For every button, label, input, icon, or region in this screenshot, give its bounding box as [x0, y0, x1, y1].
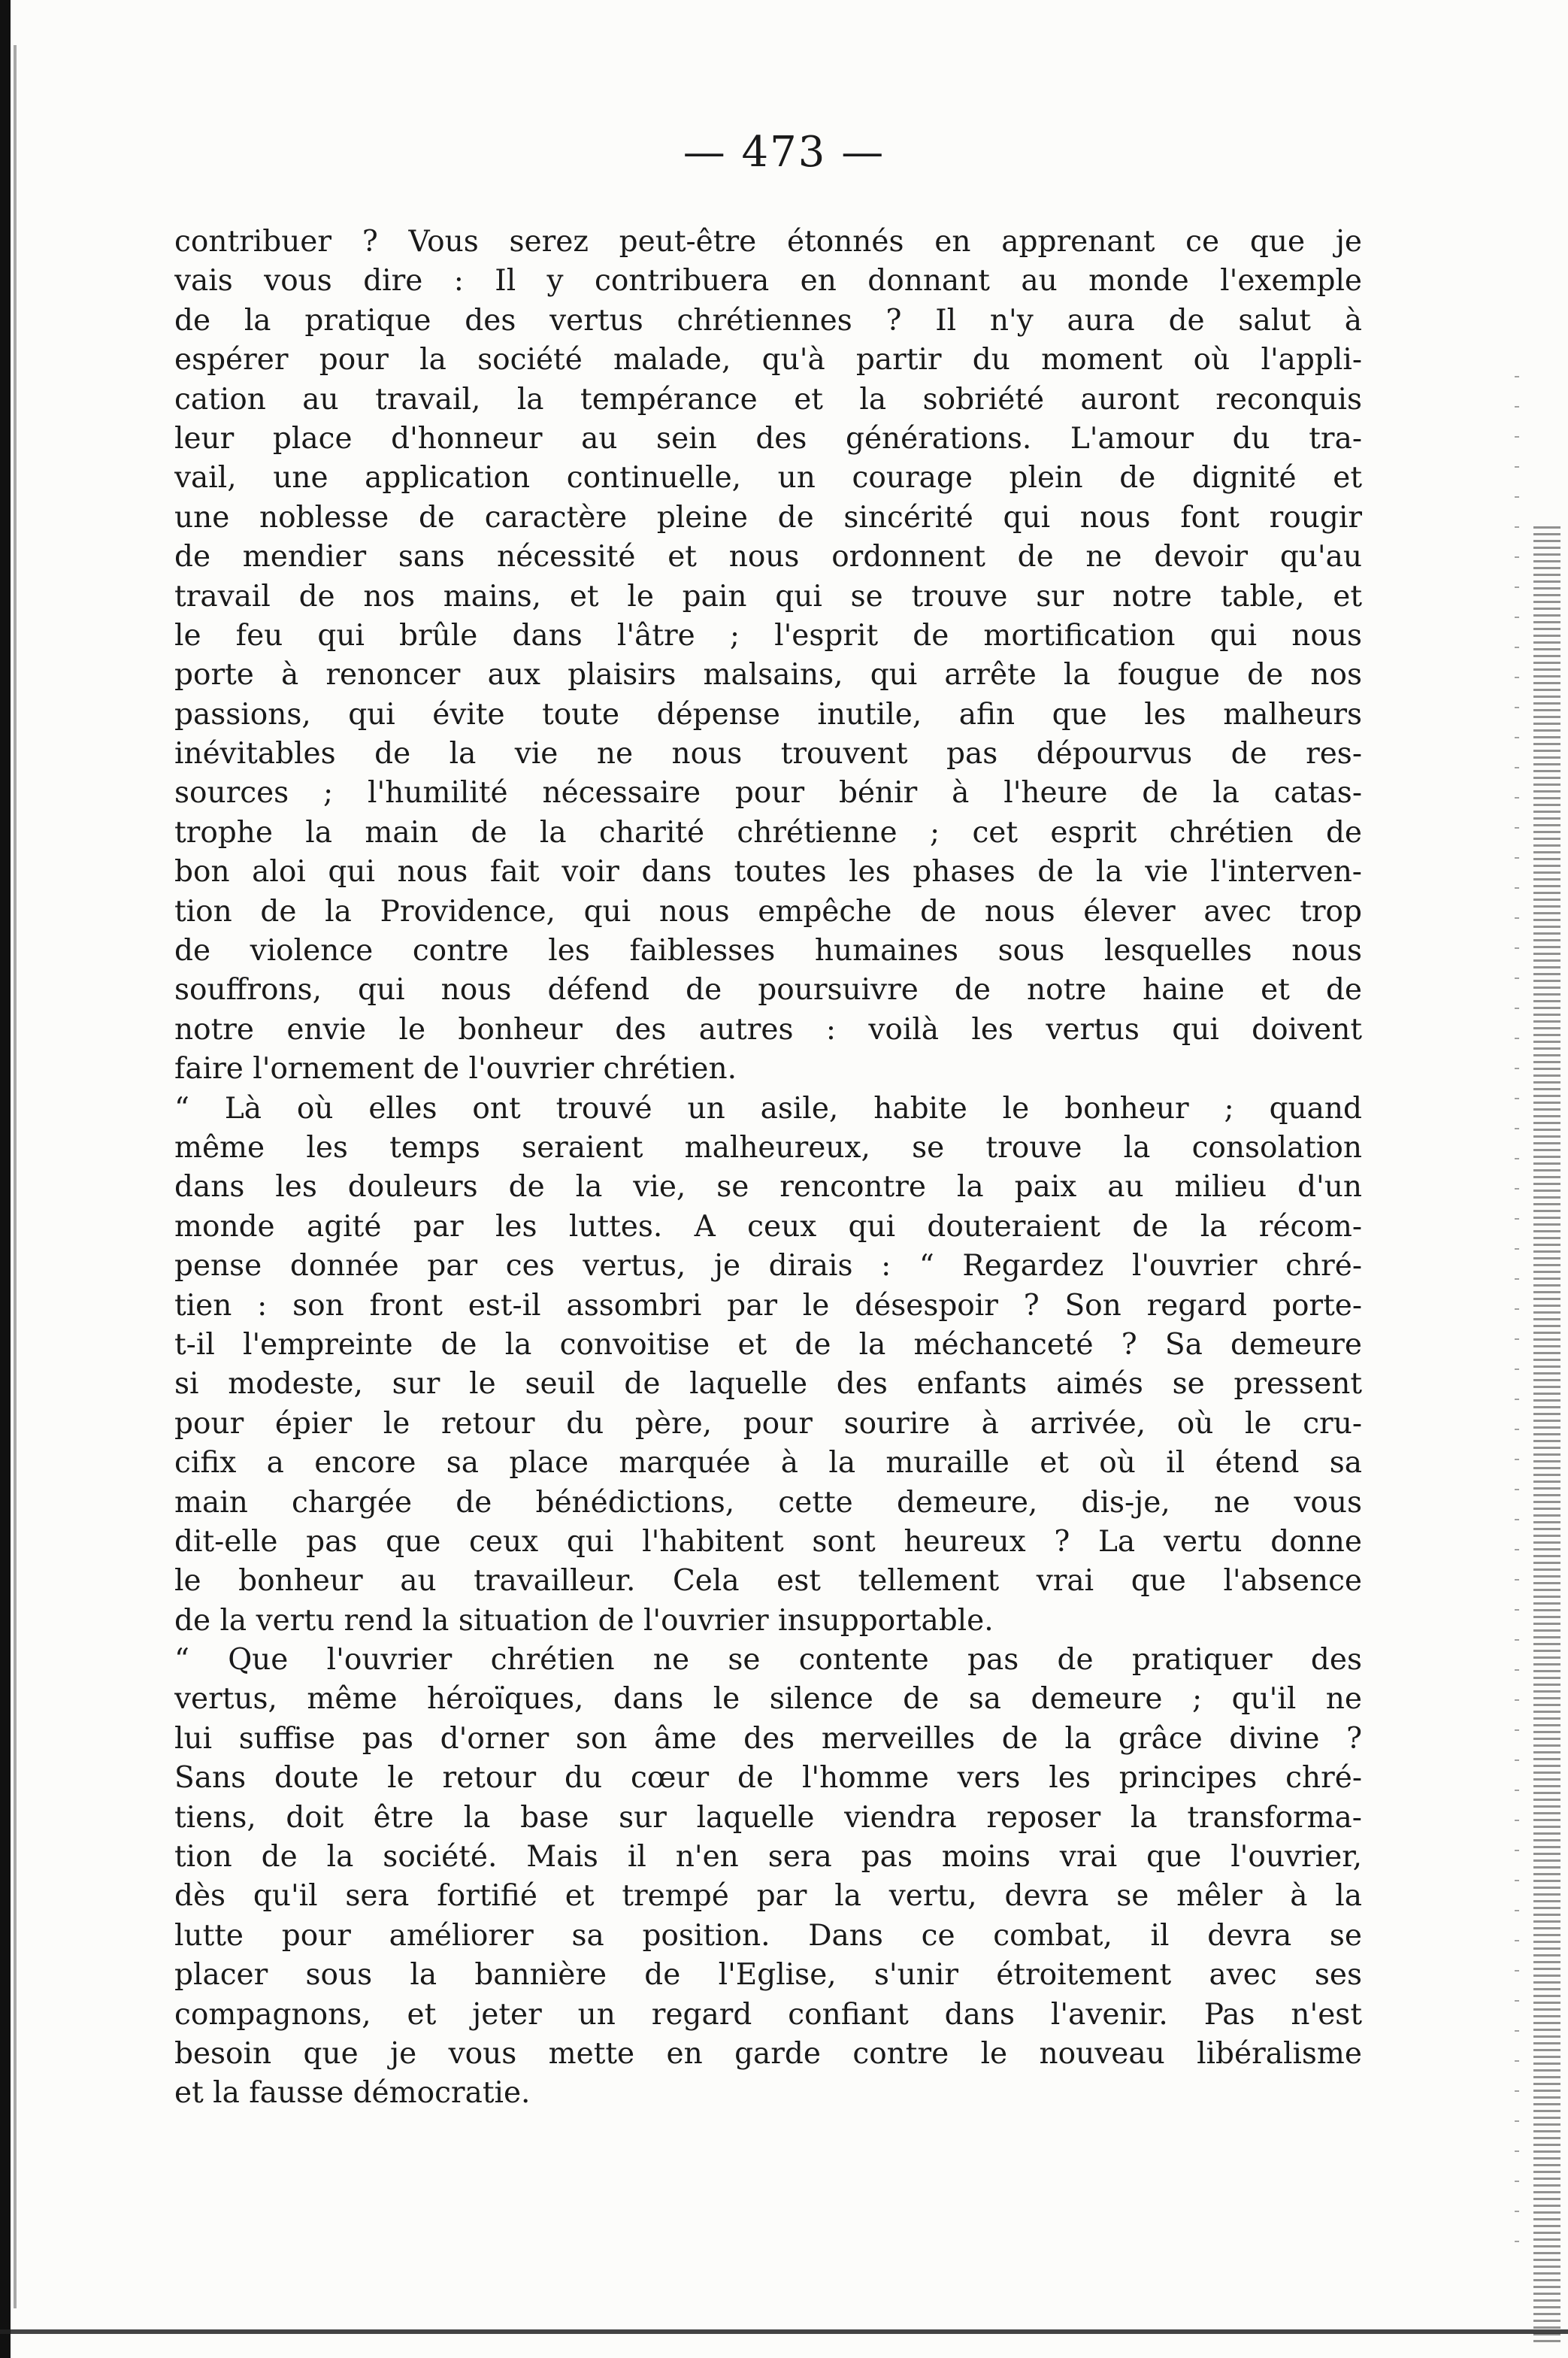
paragraph	[174, 223, 1362, 1090]
text-line: monde agité par les luttes. A ceux qui douteraient de la récom-	[174, 1209, 1362, 1244]
text-line: “ Que l'ouvrier chrétien ne se contente pas de pratiquer des	[174, 1643, 1362, 1678]
text-line: cation au travail, la tempérance et la sobriété auront reconquis	[174, 382, 1362, 417]
text-line: même les temps seraient malheureux, se trouve la consolation	[174, 1130, 1362, 1165]
scan-right-speckle	[1515, 376, 1519, 2256]
text-line: souffrons, qui nous défend de poursuivre de notre haine et de	[174, 973, 1362, 1008]
text-line: et la fausse démocratie.	[174, 2076, 531, 2111]
text-line: le feu qui brûle dans l'âtre ; l'esprit de mortification qui nous	[174, 618, 1362, 653]
text-line: tien : son front est-il assombri par le désespoir ? Son regard porte-	[174, 1288, 1362, 1323]
text-line: “ Là où elles ont trouvé un asile, habite le bonheur ; quand	[174, 1091, 1362, 1126]
scan-right-edge	[1533, 526, 1560, 2346]
text-line: inévitables de la vie ne nous trouvent pas dépourvus de res-	[174, 737, 1362, 771]
body-text	[174, 223, 1362, 2114]
text-line: une noblesse de caractère pleine de sincérité qui nous font rougir	[174, 500, 1362, 535]
text-line: le bonheur au travailleur. Cela est tellement vrai que l'absence	[174, 1564, 1362, 1599]
text-line: vertus, même héroïques, dans le silence de sa demeure ; qu'il ne	[174, 1682, 1362, 1717]
text-line: Sans doute le retour du cœur de l'homme vers les principes chré-	[174, 1761, 1362, 1796]
text-line: sources ; l'humilité nécessaire pour bénir à l'heure de la catas-	[174, 776, 1362, 811]
scan-left-shadow	[14, 45, 17, 2308]
text-line: faire l'ornement de l'ouvrier chrétien.	[174, 1052, 737, 1087]
text-line: de la pratique des vertus chrétiennes ? Il n'y aura de salut à	[174, 303, 1362, 338]
text-line: de mendier sans nécessité et nous ordonnent de ne devoir qu'au	[174, 540, 1362, 574]
text-line: bon aloi qui nous fait voir dans toutes les phases de la vie l'interven-	[174, 855, 1362, 890]
text-line: passions, qui évite toute dépense inutile, afin que les malheurs	[174, 697, 1362, 732]
text-line: dit-elle pas que ceux qui l'habitent sont heureux ? La vertu donne	[174, 1524, 1362, 1559]
text-line: tion de la Providence, qui nous empêche de nous élever avec trop	[174, 894, 1362, 929]
text-line: tion de la société. Mais il n'en sera pas moins vrai que l'ouvrier,	[174, 1840, 1362, 1875]
text-line: trophe la main de la charité chrétienne ; cet esprit chrétien de	[174, 815, 1362, 850]
text-line: espérer pour la société malade, qu'à partir du moment où l'appli-	[174, 343, 1362, 377]
text-line: de la vertu rend la situation de l'ouvrier insupportable.	[174, 1603, 994, 1638]
text-line: main chargée de bénédictions, cette demeure, dis-je, ne vous	[174, 1485, 1362, 1520]
paragraph	[174, 1641, 1362, 2114]
page-number: — 473 —	[683, 128, 885, 177]
text-line: vais vous dire : Il y contribuera en donnant au monde l'exemple	[174, 264, 1362, 299]
text-line: si modeste, sur le seuil de laquelle des enfants aimés se pressent	[174, 1367, 1362, 1402]
text-line: dans les douleurs de la vie, se rencontre la paix au milieu d'un	[174, 1170, 1362, 1205]
text-line: vail, une application continuelle, un courage plein de dignité et	[174, 461, 1362, 496]
scan-bottom-edge	[0, 2329, 1568, 2334]
scan-left-edge	[0, 0, 11, 2358]
text-line: notre envie le bonheur des autres : voilà les vertus qui doivent	[174, 1012, 1362, 1047]
text-line: tiens, doit être la base sur laquelle viendra reposer la transforma-	[174, 1800, 1362, 1835]
text-line: lui suffise pas d'orner son âme des merveilles de la grâce divine ?	[174, 1721, 1362, 1756]
text-line: placer sous la bannière de l'Eglise, s'unir étroitement avec ses	[174, 1958, 1362, 1993]
text-line: pense donnée par ces vertus, je dirais : “ Regardez l'ouvrier chré-	[174, 1249, 1362, 1284]
text-line: porte à renoncer aux plaisirs malsains, qui arrête la fougue de nos	[174, 658, 1362, 693]
text-line: contribuer ? Vous serez peut-être étonnés en apprenant ce que je	[174, 225, 1362, 259]
text-line: dès qu'il sera fortifié et trempé par la vertu, devra se mêler à la	[174, 1879, 1362, 1914]
text-line: besoin que je vous mette en garde contre le nouveau libéralisme	[174, 2036, 1362, 2071]
text-line: t-il l'empreinte de la convoitise et de la méchanceté ? Sa demeure	[174, 1327, 1362, 1362]
text-line: travail de nos mains, et le pain qui se trouve sur notre table, et	[174, 579, 1362, 614]
text-line: pour épier le retour du père, pour sourire à arrivée, où le cru-	[174, 1406, 1362, 1441]
text-line: compagnons, et jeter un regard confiant dans l'avenir. Pas n'est	[174, 1997, 1362, 2032]
text-line: de violence contre les faiblesses humaines sous lesquelles nous	[174, 934, 1362, 968]
text-line: cifix a encore sa place marquée à la muraille et où il étend sa	[174, 1446, 1362, 1481]
text-line: lutte pour améliorer sa position. Dans ce combat, il devra se	[174, 1918, 1362, 1953]
text-line: leur place d'honneur au sein des générations. L'amour du tra-	[174, 421, 1362, 456]
paragraph	[174, 1090, 1362, 1641]
